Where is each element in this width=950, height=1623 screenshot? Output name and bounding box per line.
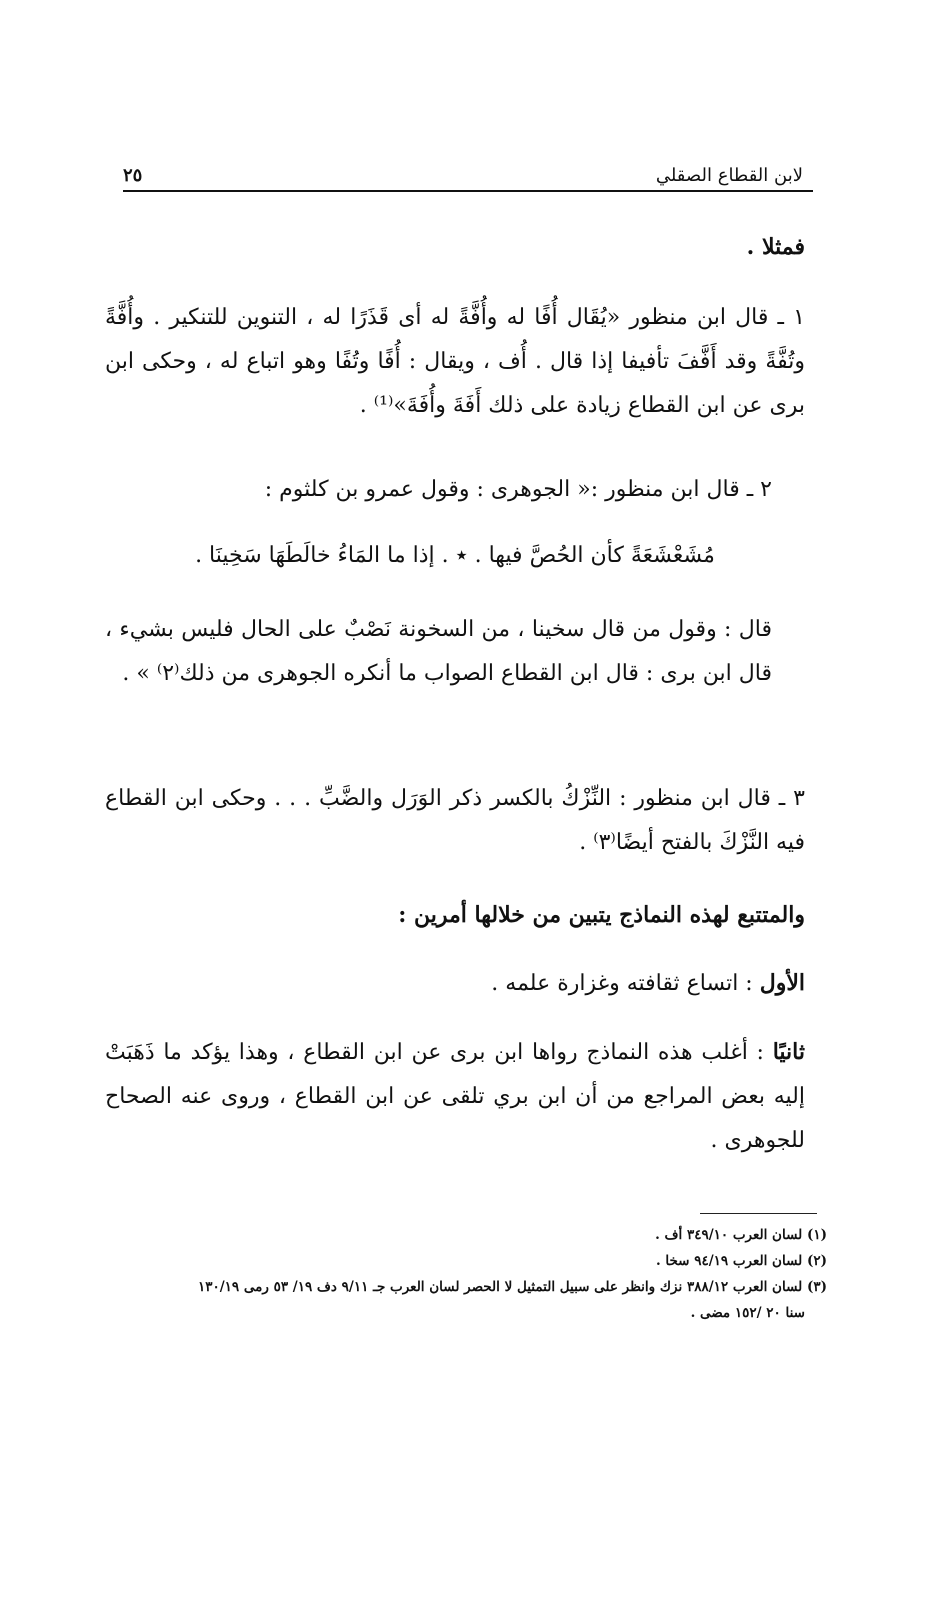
footnotes xyxy=(117,1222,827,1326)
second-label: ثانيًا xyxy=(772,1039,805,1065)
verse-text: مُشَعْشَعَةً كأن الحُصَّ فيها . ٭ . إذا ما المَاءُ خالَطَهَا سَخِينَا . xyxy=(195,543,715,568)
example-2-intro xyxy=(105,468,805,512)
footnote-rule xyxy=(700,1213,817,1214)
header-rule xyxy=(123,190,813,192)
footnote-1: (١) لسان العرب ٣٤٩/١٠ أف . xyxy=(655,1227,827,1243)
first-text: : اتساع ثقافته وغزارة علمه . xyxy=(491,971,753,996)
footnote-2: (٢) لسان العرب ٩٤/١٩ سخا . xyxy=(655,1253,827,1269)
running-header xyxy=(123,150,803,186)
observation xyxy=(105,893,805,937)
footnote-3-continued: سنا ٢٠ /١٥٢ مضى . xyxy=(690,1305,805,1321)
second-point xyxy=(105,1030,805,1163)
first-label: الأول xyxy=(759,970,805,996)
first-point xyxy=(105,961,805,1006)
intro-text: فمثلا . xyxy=(746,234,805,260)
running-title: لابن القطاع الصقلي xyxy=(655,165,803,186)
example-1 xyxy=(105,296,805,428)
second-text: : أغلب هذه النماذج رواها ابن برى عن ابن القطاع ، وهذا يؤكد ما ذَهَبَتْ إليه بعض المراجع من أن ابن بري تلقى عن ابن القطاع ، وروى عنه الصحاح للجوهرى . xyxy=(105,1040,805,1153)
example-2-comment-text: قال : وقول من قال سخينا ، من السخونة نَصْبٌ على الحال فليس بشيء ، قال ابن برى : قال ابن القطاع الصواب ما أنكره الجوهرى من ذلك⁽٢⁾ » . xyxy=(105,617,772,686)
poetry-verse xyxy=(105,534,805,578)
intro-paragraph xyxy=(105,225,805,269)
observation-text: والمتتبع لهذه النماذج يتبين من خلالها أمرين : xyxy=(398,902,805,928)
example-2-comment xyxy=(105,608,805,696)
example-1-text: ١ ـ قال ابن منظور «يُقَال أُفًا له وأُفَّةً له أى قَذَرًا له ، التنوين للتنكير . وأُفَّةً وتُفَّةً وقد أَفَّفَ تأفيفا إذا قال . أُف ، ويقال : أُفًا وتُفًا وهو اتباع له ، وحكى ابن برى عن ابن القطاع زيادة على ذلك أَفَةَ وأُفَةَ»⁽¹⁾ . xyxy=(105,305,805,418)
example-3-text: ٣ ـ قال ابن منظور : النِّزْكُ بالكسر ذكر الوَرَل والضَّبِّ . . . وحكى ابن القطاع فيه النَّزْكَ بالفتح أيضًا⁽٣⁾ . xyxy=(105,786,805,855)
example-2-intro-text: ٢ ـ قال ابن منظور :« الجوهرى : وقول عمرو بن كلثوم : xyxy=(264,477,772,502)
example-3 xyxy=(105,777,805,865)
footnote-3: (٣) لسان العرب ٣٨٨/١٢ نزك وانظر على سبيل التمثيل لا الحصر لسان العرب جـ ٩/١١ دف ١٩/ ٥٣ رمى ١٣٠/١٩ xyxy=(197,1279,827,1295)
page-number: ٢٥ xyxy=(123,165,143,186)
